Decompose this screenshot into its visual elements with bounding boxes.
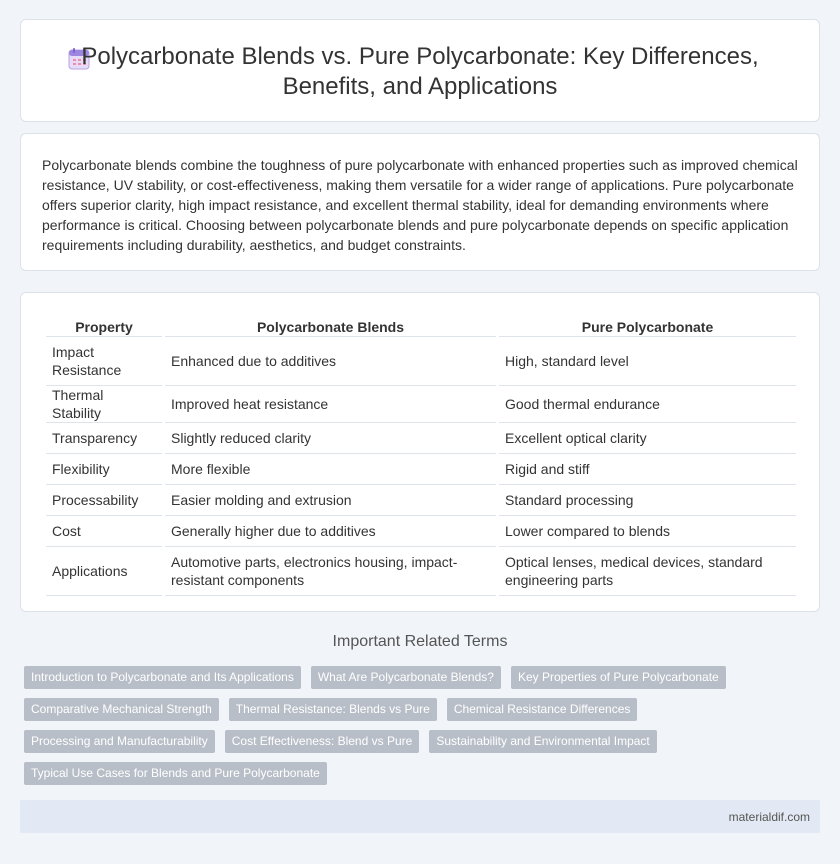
intro-card	[20, 133, 820, 271]
related-term-tag[interactable]: Key Properties of Pure Polycarbonate	[511, 666, 726, 689]
cell-blends: Automotive parts, electronics housing, impact-resistant components	[165, 547, 496, 596]
related-term-tag[interactable]: Chemical Resistance Differences	[447, 698, 638, 721]
page-title	[81, 42, 758, 102]
table-header-row	[46, 315, 796, 337]
header-blends: Polycarbonate Blends	[165, 315, 496, 337]
related-term-tag[interactable]: Thermal Resistance: Blends vs Pure	[229, 698, 437, 721]
page-title-line2: Benefits, and Applications	[282, 73, 558, 100]
related-term-tag[interactable]: What Are Polycarbonate Blends?	[311, 666, 501, 689]
cell-property: Applications	[46, 547, 162, 596]
table-row	[46, 386, 796, 423]
comparison-table	[43, 315, 799, 596]
cell-pure: Excellent optical clarity	[499, 423, 796, 454]
table-row	[46, 547, 796, 596]
title-card	[20, 19, 820, 122]
table-row	[46, 423, 796, 454]
cell-blends: More flexible	[165, 454, 496, 485]
intro-paragraph: Polycarbonate blends combine the toughness of pure polycarbonate with enhanced properties such as improved chemical resistance, UV stability, or cost-effectiveness, making them versatile for a wider range of applications. Pure polycarbonate offers superior clarity, high impact resistance, and excellent thermal stability, ideal for demanding environments where performance is critical. Choosing between polycarbonate blends and pure polycarbonate depends on specific application requirements including durability, aesthetics, and budget constraints.	[42, 157, 798, 253]
cell-blends: Enhanced due to additives	[165, 337, 496, 386]
cell-property: Impact Resistance	[46, 337, 162, 386]
cell-property: Thermal Stability	[46, 386, 162, 423]
related-term-tag[interactable]: Comparative Mechanical Strength	[24, 698, 219, 721]
table-row	[46, 337, 796, 386]
cell-property: Transparency	[46, 423, 162, 454]
cell-property: Processability	[46, 485, 162, 516]
footer-bar	[20, 800, 820, 833]
related-term-tag[interactable]: Typical Use Cases for Blends and Pure Polycarbonate	[24, 762, 327, 785]
cell-pure: High, standard level	[499, 337, 796, 386]
header-pure: Pure Polycarbonate	[499, 315, 796, 337]
cell-pure: Lower compared to blends	[499, 516, 796, 547]
page-title-line1: Polycarbonate Blends vs. Pure Polycarbonate: Key Differences,	[81, 43, 759, 70]
table-row	[46, 516, 796, 547]
comparison-card	[20, 292, 820, 612]
related-term-tag[interactable]: Processing and Manufacturability	[24, 730, 215, 753]
cell-pure: Optical lenses, medical devices, standard engineering parts	[499, 547, 796, 596]
cell-blends: Slightly reduced clarity	[165, 423, 496, 454]
footer-site-link[interactable]: materialdif.com	[728, 810, 810, 824]
cell-pure: Good thermal endurance	[499, 386, 796, 423]
related-term-tag[interactable]: Introduction to Polycarbonate and Its Applications	[24, 666, 301, 689]
related-term-tag[interactable]: Cost Effectiveness: Blend vs Pure	[225, 730, 420, 753]
cell-pure: Standard processing	[499, 485, 796, 516]
cell-blends: Improved heat resistance	[165, 386, 496, 423]
header-property: Property	[46, 315, 162, 337]
table-row	[46, 454, 796, 485]
related-term-tag[interactable]: Sustainability and Environmental Impact	[429, 730, 656, 753]
cell-property: Flexibility	[46, 454, 162, 485]
table-row	[46, 485, 796, 516]
related-terms-list	[24, 666, 814, 794]
cell-blends: Easier molding and extrusion	[165, 485, 496, 516]
related-terms-heading: Important Related Terms	[332, 633, 508, 650]
cell-property: Cost	[46, 516, 162, 547]
cell-pure: Rigid and stiff	[499, 454, 796, 485]
cell-blends: Generally higher due to additives	[165, 516, 496, 547]
